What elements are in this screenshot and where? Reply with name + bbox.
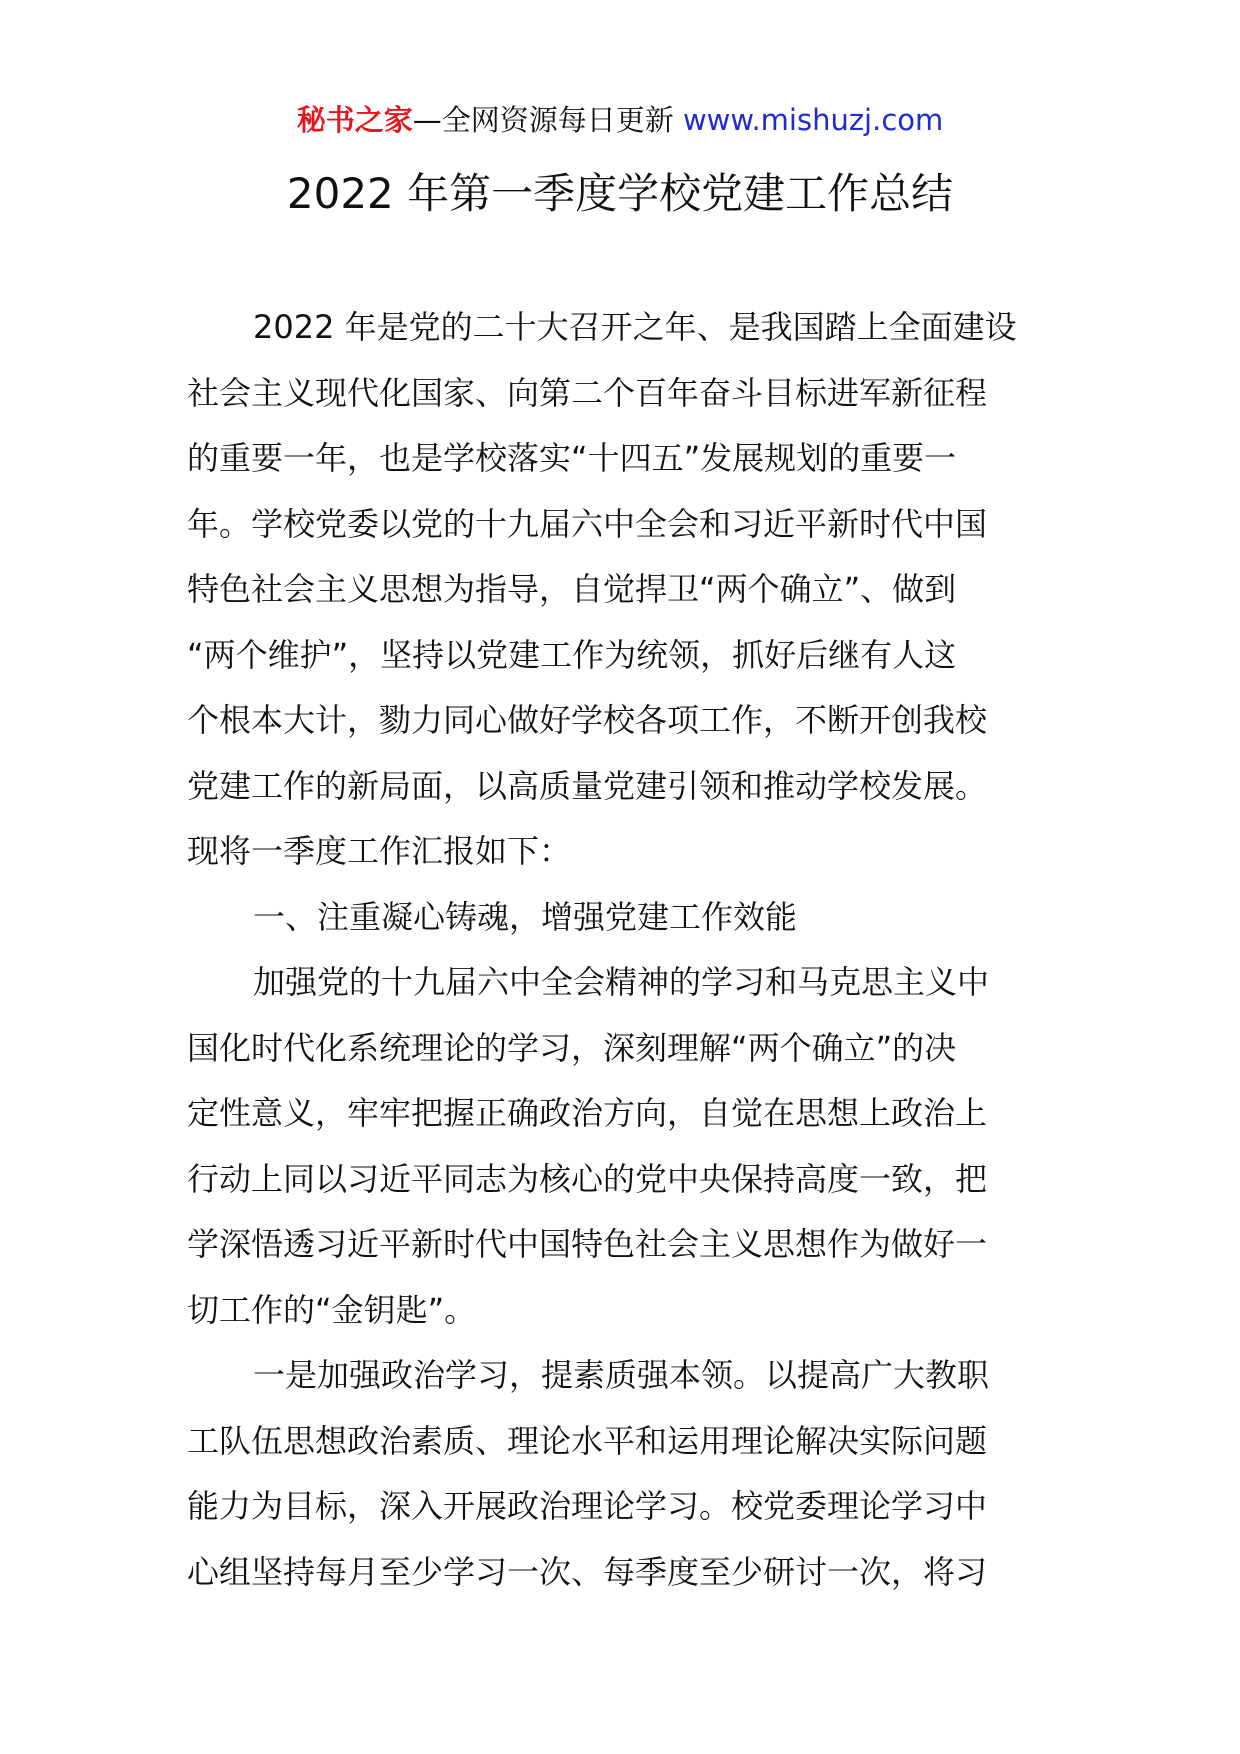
paragraph-line: 个根本大计，勠力同心做好学校各项工作，不断开创我校 [187,701,988,739]
paragraph-line: 党建工作的新局面，以高质量党建引领和推动学校发展。 [187,766,988,805]
paragraph-line: 现将一季度工作汇报如下： [187,832,572,870]
paragraph-line: 特色社会主义思想为指导，自觉捍卫“两个确立”、做到 [187,570,957,608]
section-heading: 一、注重凝心铸魂，增强党建工作效能 [253,897,798,936]
site-tagline: —全网资源每日更新 [412,103,674,137]
paragraph-line: 国化时代化系统理论的学习，深刻理解“两个确立”的决 [187,1028,957,1067]
paragraph-line: 2022 年是党的二十大召开之年、是我国踏上全面建设 [253,308,1017,346]
paragraph-line: 社会主义现代化国家、向第二个百年奋斗目标进军新征程 [187,373,988,412]
paragraph-line: 加强党的十九届六中全会精神的学习和马克思主义中 [253,963,990,1001]
paragraph-line: 定性意义，牢牢把握正确政治方向，自觉在思想上政治上 [187,1094,988,1132]
document-title: 2022 年第一季度学校党建工作总结 [286,169,954,218]
paragraph-line: 的重要一年，也是学校落实“十四五”发展规划的重要一 [187,439,957,477]
site-url-link[interactable]: www.mishuzj.com [682,103,944,137]
paragraph-line: 一是加强政治学习，提素质强本领。以提高广大教职 [253,1356,990,1394]
paragraph-line: 能力为目标，深入开展政治理论学习。校党委理论学习中 [187,1487,988,1525]
document-body [187,295,1057,1605]
paragraph-line: 年。学校党委以党的十九届六中全会和习近平新时代中国 [187,504,988,543]
site-header [0,100,1240,140]
paragraph-line: 学深悟透习近平新时代中国特色社会主义思想作为做好一 [187,1225,988,1263]
site-brand: 秘书之家 [296,103,413,137]
paragraph-line: 心组坚持每月至少学习一次、每季度至少研讨一次，将习 [187,1552,988,1591]
paragraph-line: 工队伍思想政治素质、理论水平和运用理论解决实际问题 [187,1421,988,1460]
paragraph-line: 切工作的“金钥匙”。 [187,1290,477,1329]
paragraph-line: 行动上同以习近平同志为核心的党中央保持高度一致，把 [187,1159,988,1198]
paragraph-line: “两个维护”，坚持以党建工作为统领，抓好后继有人这 [187,635,957,674]
